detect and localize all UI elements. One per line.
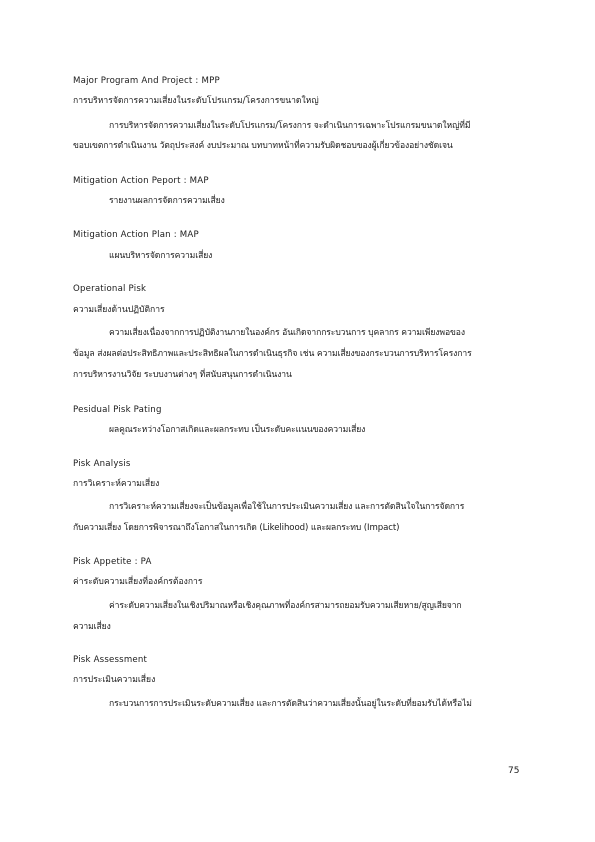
glossary-definition-line: ค่าระดับความเสี่ยงในเชิงปริมาณหรือเชิงคุณภาพที่องค์กรสามารถยอมรับความเสียหาย/สูญเสียจาก <box>109 601 462 611</box>
glossary-term: Mitigation Action Peport : MAP <box>73 176 209 186</box>
glossary-thai-term: การบริหารจัดการความเสี่ยงในระดับโปรแกรม/โครงการขนาดใหญ่ <box>73 96 319 106</box>
glossary-term: Operational Pisk <box>73 284 147 294</box>
glossary-thai-term: การวิเคราะห์ความเสี่ยง <box>73 479 160 489</box>
glossary-definition-line: กับความเสี่ยง โดยการพิจารณาถึงโอกาสในการเกิด (Likelihood) และผลกระทบ (Impact) <box>73 523 400 533</box>
glossary-definition-line: การวิเคราะห์ความเสี่ยงจะเป็นข้อมูลเพื่อใช้ในการประเมินความเสี่ยง และการตัดสินใจในการจัดการ <box>109 502 465 512</box>
glossary-term: Pisk Analysis <box>73 459 131 469</box>
glossary-definition-line: ขอบเขตการดำเนินงาน วัตถุประสงค์ งบประมาณ บทบาทหน้าที่ความรับผิดชอบของผู้เกี่ยวข้องอย่างชัดเจน <box>73 141 453 151</box>
glossary-definition-line: แผนบริหารจัดการความเสี่ยง <box>109 251 213 261</box>
glossary-thai-term: ความเสี่ยงด้านปฏิบัติการ <box>73 305 165 315</box>
glossary-term: Pesidual Pisk Pating <box>73 405 162 415</box>
glossary-definition-line: กระบวนการการประเมินระดับความเสี่ยง และการตัดสินว่าความเสี่ยงนั้นอยู่ในระดับที่ยอมรับได้หรือไม่ <box>109 699 472 709</box>
glossary-term: Pisk Appetite : PA <box>73 557 152 567</box>
glossary-definition-line: การบริหารจัดการความเสี่ยงในระดับโปรแกรม/โครงการ จะดำเนินการเฉพาะโปรแกรมขนาดใหญ่ที่มี <box>109 121 471 131</box>
glossary-definition-line: รายงานผลการจัดการความเสี่ยง <box>109 196 225 206</box>
page-number: 75 <box>508 766 520 776</box>
glossary-definition-line: การบริหารงานวิจัย ระบบงานต่างๆ ที่สนับสนุนการดำเนินงาน <box>73 370 292 380</box>
glossary-term: Major Program And Project : MPP <box>73 76 220 86</box>
glossary-thai-term: การประเมินความเสี่ยง <box>73 675 156 685</box>
glossary-term: Mitigation Action Plan : MAP <box>73 230 199 240</box>
glossary-term: Pisk Assessment <box>73 655 148 665</box>
glossary-definition-line: ความเสี่ยงเนื่องจากการปฏิบัติงานภายในองค์กร อันเกิดจากกระบวนการ บุคลากร ความเพียงพอของ <box>109 328 465 338</box>
glossary-thai-term: ค่าระดับความเสี่ยงที่องค์กรต้องการ <box>73 577 203 587</box>
glossary-definition-line: ความเสี่ยง <box>73 622 111 632</box>
glossary-definition-line: ข้อมูล ส่งผลต่อประสิทธิภาพและประสิทธิผลในการดำเนินธุรกิจ เช่น ความเสี่ยงของกระบวนการบริหารโครงการ <box>73 349 472 359</box>
glossary-definition-line: ผลคูณระหว่างโอกาสเกิดและผลกระทบ เป็นระดับคะแนนของความเสี่ยง <box>109 425 366 435</box>
